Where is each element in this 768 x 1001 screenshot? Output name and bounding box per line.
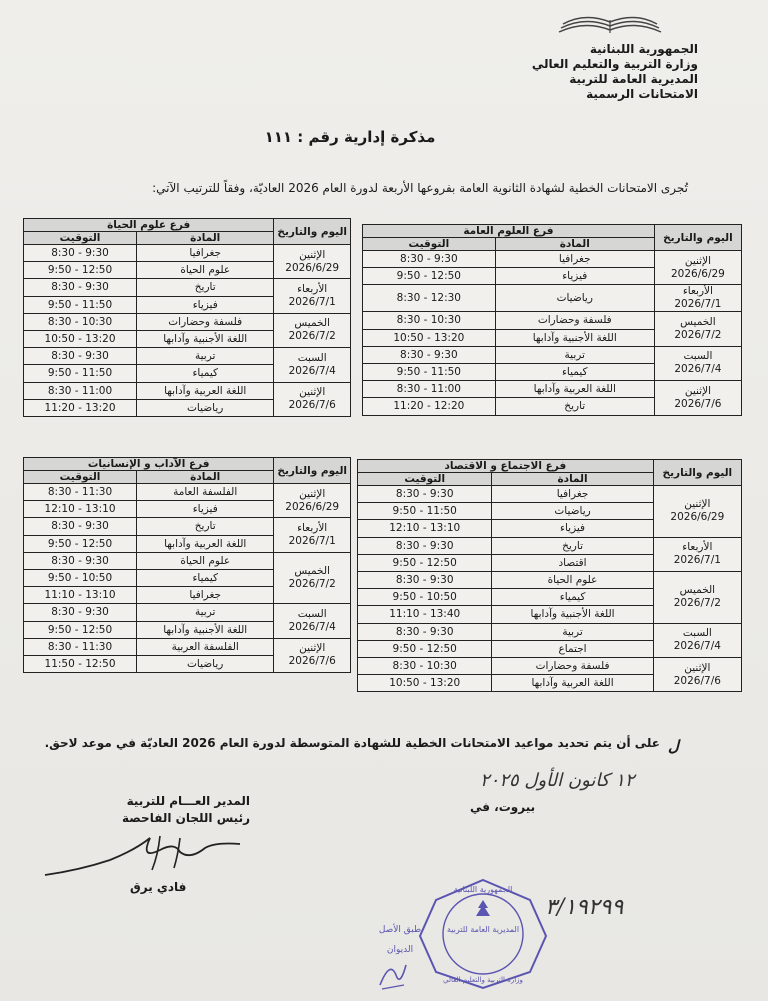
official-seal-icon — [418, 878, 548, 990]
svg-text:الجمهورية اللبنانية: الجمهورية اللبنانية — [453, 885, 513, 894]
table-header-row — [358, 460, 742, 473]
day-cell — [274, 279, 351, 313]
time-cell: 8:30 - 9:30 — [24, 279, 137, 296]
column-time: التوقيت — [358, 473, 492, 486]
memo-title: مذكرة إدارية رقم : ١١١ — [264, 128, 436, 146]
signatory-block — [100, 793, 250, 827]
time-cell: 9:50 - 11:50 — [24, 296, 137, 313]
subject-cell: اللغة الأجنبية وآدابها — [137, 621, 274, 638]
time-cell: 8:30 - 11:00 — [363, 381, 496, 398]
time-cell: 8:30 - 9:30 — [24, 552, 137, 569]
column-time: التوقيت — [363, 238, 496, 251]
subject-cell: اللغة العربية وآدابها — [137, 535, 274, 552]
stamp-initials-icon — [372, 955, 412, 995]
table-row — [358, 537, 742, 554]
day-cell — [274, 313, 351, 347]
day-name: الخميس — [680, 316, 716, 329]
subject-cell: فيزياء — [492, 520, 653, 537]
day-cell — [653, 486, 741, 538]
svg-text:المديرية العامة للتربية: المديرية العامة للتربية — [446, 925, 520, 934]
day-cell — [274, 552, 351, 604]
day-date: 2026/7/2 — [288, 330, 336, 343]
time-cell: 8:30 - 9:30 — [358, 486, 492, 503]
day-cell — [274, 518, 351, 552]
table-row — [24, 348, 351, 365]
subject-cell: جغرافيا — [137, 587, 274, 604]
day-name: السبت — [297, 608, 327, 620]
day-cell — [653, 571, 741, 623]
time-cell: 9:50 - 12:50 — [24, 621, 137, 638]
subject-cell: فلسفة وحضارات — [495, 312, 654, 329]
day-name: الخميس — [679, 584, 716, 597]
day-date: 2026/7/2 — [674, 329, 722, 342]
day-name: الإثنين — [299, 487, 326, 500]
subject-cell: تاريخ — [137, 518, 274, 535]
table-header-row — [24, 219, 351, 232]
day-cell — [274, 382, 351, 416]
subject-cell: فيزياء — [137, 296, 274, 313]
time-cell: 8:30 - 11:30 — [24, 484, 137, 501]
subject-cell: جغرافيا — [137, 245, 274, 262]
day-name: الإثنين — [299, 386, 326, 399]
time-cell: 9:50 - 12:50 — [24, 535, 137, 552]
time-cell: 9:50 - 11:50 — [24, 365, 137, 382]
subject-cell: اللغة الأجنبية وآدابها — [495, 329, 654, 346]
subject-cell: الفلسفة العربية — [137, 638, 274, 655]
table-row — [363, 381, 742, 398]
time-cell: 8:30 - 12:30 — [363, 285, 496, 312]
signatory-title: المدير العـــام للتربية — [126, 794, 250, 808]
subject-cell: فلسفة وحضارات — [137, 313, 274, 330]
subject-cell: تاريخ — [495, 398, 654, 415]
subject-cell: اجتماع — [492, 640, 653, 657]
time-cell: 8:30 - 9:30 — [363, 346, 496, 363]
signatory-name: فادي يرق — [130, 880, 187, 894]
schedule-table-literature-humanities — [23, 457, 351, 673]
column-time: التوقيت — [24, 232, 137, 245]
day-date: 2026/7/1 — [673, 554, 721, 567]
table-row — [358, 486, 742, 503]
day-date: 2026/6/29 — [285, 261, 340, 274]
table-row — [363, 285, 742, 312]
day-name: الإثنين — [684, 661, 711, 674]
subject-cell: الفلسفة العامة — [137, 484, 274, 501]
day-date: 2026/6/29 — [671, 267, 725, 280]
column-time: التوقيت — [24, 471, 137, 484]
subject-cell: تربية — [492, 623, 653, 640]
subject-cell: علوم الحياة — [137, 262, 274, 279]
time-cell: 9:50 - 12:50 — [24, 262, 137, 279]
subject-cell: تربية — [137, 604, 274, 621]
time-cell: 12:10 - 13:10 — [358, 520, 492, 537]
day-cell — [654, 285, 741, 312]
column-subject: المادة — [137, 471, 274, 484]
time-cell: 10:50 - 13:20 — [363, 329, 496, 346]
day-date: 2026/7/4 — [674, 363, 722, 376]
handwritten-signature-icon — [40, 830, 250, 880]
branch-title: فرع العلوم العامة — [363, 225, 655, 238]
table-row — [358, 657, 742, 674]
time-cell: 8:30 - 9:30 — [24, 245, 137, 262]
time-cell: 11:20 - 13:20 — [24, 399, 137, 416]
day-cell — [274, 604, 351, 638]
column-day: اليوم والتاريخ — [274, 219, 351, 245]
day-date: 2026/6/29 — [285, 500, 340, 513]
day-name: الأربعاء — [297, 283, 328, 296]
time-cell: 8:30 - 11:30 — [24, 638, 137, 655]
branch-title: فرع علوم الحياة — [24, 219, 274, 232]
signatory-role: رئيس اللجان الفاحصة — [121, 811, 250, 825]
time-cell: 9:50 - 10:50 — [358, 589, 492, 606]
day-date: 2026/7/2 — [673, 597, 721, 610]
time-cell: 8:30 - 9:30 — [24, 348, 137, 365]
subject-cell: كيمياء — [495, 363, 654, 380]
subject-cell: كيمياء — [137, 365, 274, 382]
subject-cell: تربية — [495, 346, 654, 363]
time-cell: 10:50 - 13:20 — [358, 675, 492, 692]
day-date: 2026/7/1 — [288, 296, 336, 309]
column-subject: المادة — [492, 473, 653, 486]
branch-title: فرع الآداب و الإنسانيات — [24, 458, 274, 471]
schedule-table-general-sciences — [362, 224, 742, 416]
column-subject: المادة — [137, 232, 274, 245]
day-name: الإثنين — [299, 248, 326, 261]
time-cell: 11:10 - 13:40 — [358, 606, 492, 623]
time-cell: 9:50 - 12:50 — [363, 268, 496, 285]
day-cell — [274, 638, 351, 672]
subject-cell: رياضيات — [137, 399, 274, 416]
subject-cell: اللغة العربية وآدابها — [492, 675, 653, 692]
stamp-line-diwan: الديوان — [386, 945, 414, 955]
stamp-line-true-copy: طبق الأصل — [378, 925, 422, 935]
ministry-name: وزارة التربية والتعليم العالي — [531, 57, 698, 71]
day-cell — [274, 348, 351, 382]
note-text: على أن يتم تحديد مواعيد الامتحانات الخطية للشهادة المتوسطة لدورة العام 2026 العاديّة في موعد لاحق. — [44, 736, 660, 750]
time-cell: 8:30 - 10:30 — [24, 313, 137, 330]
day-name: الأربعاء — [297, 522, 328, 535]
day-name: الإثنين — [684, 384, 711, 397]
time-cell: 10:50 - 13:20 — [24, 330, 137, 347]
day-date: 2026/6/29 — [670, 511, 725, 524]
day-name: السبت — [683, 350, 713, 363]
column-subject: المادة — [495, 238, 654, 251]
day-name: الخميس — [294, 565, 330, 578]
note-mark: ل — [668, 737, 679, 755]
day-cell — [653, 657, 741, 691]
time-cell: 8:30 - 10:30 — [363, 312, 496, 329]
column-day: اليوم والتاريخ — [654, 225, 741, 251]
day-name: السبت — [682, 627, 712, 640]
column-day: اليوم والتاريخ — [274, 458, 351, 484]
day-name: السبت — [297, 351, 327, 364]
subject-cell: كيمياء — [492, 589, 653, 606]
time-cell: 11:20 - 12:20 — [363, 398, 496, 415]
subject-cell: علوم الحياة — [492, 571, 653, 588]
table-row — [24, 604, 351, 621]
time-cell: 9:50 - 12:50 — [358, 554, 492, 571]
table-row — [24, 518, 351, 535]
day-cell — [654, 346, 741, 380]
table-row — [363, 251, 742, 268]
day-date: 2026/7/1 — [288, 535, 336, 548]
branch-title: فرع الاجتماع و الاقتصاد — [358, 460, 654, 473]
day-cell — [274, 484, 351, 518]
day-name: الإثنين — [684, 254, 711, 267]
time-cell: 9:50 - 10:50 — [24, 569, 137, 586]
time-cell: 12:10 - 13:10 — [24, 501, 137, 518]
subject-cell: كيمياء — [137, 569, 274, 586]
subject-cell: رياضيات — [492, 503, 653, 520]
time-cell: 9:50 - 11:50 — [363, 363, 496, 380]
svg-text:وزارة التربية والتعليم العالي: وزارة التربية والتعليم العالي — [443, 976, 523, 984]
day-date: 2026/7/6 — [674, 397, 722, 410]
time-cell: 8:30 - 9:30 — [358, 623, 492, 640]
day-cell — [653, 623, 741, 657]
table-row — [24, 279, 351, 296]
schedule-table-sociology-economics — [357, 459, 742, 692]
table-row — [358, 623, 742, 640]
table-header-row — [363, 225, 742, 238]
day-date: 2026/7/6 — [673, 674, 721, 687]
day-name: الإثنين — [684, 498, 711, 511]
subject-cell: اقتصاد — [492, 554, 653, 571]
subject-cell: فيزياء — [495, 268, 654, 285]
place-label: بيروت، في — [470, 800, 536, 814]
table-row — [24, 382, 351, 399]
table-row — [24, 313, 351, 330]
table-row — [363, 312, 742, 329]
table-header-row — [24, 458, 351, 471]
day-cell — [654, 312, 741, 346]
day-cell — [274, 245, 351, 279]
directorate-name: المديرية العامة للتربية — [569, 72, 698, 86]
day-date: 2026/7/6 — [288, 655, 336, 668]
subject-cell: تاريخ — [137, 279, 274, 296]
day-name: الإثنين — [299, 642, 326, 655]
time-cell: 8:30 - 9:30 — [358, 537, 492, 554]
exams-office: الامتحانات الرسمية — [586, 87, 698, 101]
subject-cell: فيزياء — [137, 501, 274, 518]
time-cell: 8:30 - 10:30 — [358, 657, 492, 674]
subject-cell: اللغة الأجنبية وآدابها — [492, 606, 653, 623]
subject-cell: فلسفة وحضارات — [492, 657, 653, 674]
subject-cell: تربية — [137, 348, 274, 365]
time-cell: 9:50 - 12:50 — [358, 640, 492, 657]
table-row — [363, 346, 742, 363]
subject-cell: اللغة الأجنبية وآدابها — [137, 330, 274, 347]
time-cell: 8:30 - 11:00 — [24, 382, 137, 399]
day-name: الخميس — [294, 317, 330, 330]
time-cell: 8:30 - 9:30 — [24, 604, 137, 621]
subject-cell: رياضيات — [137, 655, 274, 672]
day-cell — [654, 381, 741, 415]
subject-cell: رياضيات — [495, 285, 654, 312]
day-cell — [653, 537, 741, 571]
subject-cell: جغرافيا — [495, 251, 654, 268]
schedule-table-life-sciences — [23, 218, 351, 417]
table-row — [358, 571, 742, 588]
table-row — [24, 638, 351, 655]
table-row — [24, 484, 351, 501]
time-cell: 8:30 - 9:30 — [363, 251, 496, 268]
day-date: 2026/7/4 — [673, 640, 721, 653]
ministry-header — [458, 42, 698, 102]
subject-cell: علوم الحياة — [137, 552, 274, 569]
day-cell — [654, 251, 741, 285]
time-cell: 11:10 - 13:10 — [24, 587, 137, 604]
registration-number: ٣/١٩٢٩٩ — [545, 895, 624, 920]
subject-cell: جغرافيا — [492, 486, 653, 503]
subject-cell: تاريخ — [492, 537, 653, 554]
day-date: 2026/7/2 — [288, 578, 336, 591]
day-name: الأربعاء — [682, 541, 713, 554]
true-copy-stamp — [370, 920, 430, 960]
day-date: 2026/7/6 — [288, 399, 336, 412]
day-name: الأربعاء — [682, 285, 713, 298]
day-date: 2026/7/1 — [674, 298, 722, 311]
time-cell: 8:30 - 9:30 — [24, 518, 137, 535]
table-row — [24, 552, 351, 569]
day-date: 2026/7/4 — [288, 364, 336, 377]
handwritten-date: ١٢ كانون الأول ٢٠٢٥ — [480, 770, 635, 791]
republic-name: الجمهورية اللبنانية — [589, 42, 698, 56]
open-book-logo-icon — [555, 6, 665, 36]
intro-text: تُجرى الامتحانات الخطية لشهادة الثانوية العامة بفروعها الأربعة لدورة العام 2026 العاديّة، وفقاً للترتيب الآتي: — [152, 181, 688, 195]
time-cell: 11:50 - 12:50 — [24, 655, 137, 672]
day-date: 2026/7/4 — [288, 621, 336, 633]
subject-cell: اللغة العربية وآدابها — [495, 381, 654, 398]
subject-cell: اللغة العربية وآدابها — [137, 382, 274, 399]
column-day: اليوم والتاريخ — [653, 460, 741, 486]
time-cell: 8:30 - 9:30 — [358, 571, 492, 588]
table-row — [24, 245, 351, 262]
time-cell: 9:50 - 11:50 — [358, 503, 492, 520]
